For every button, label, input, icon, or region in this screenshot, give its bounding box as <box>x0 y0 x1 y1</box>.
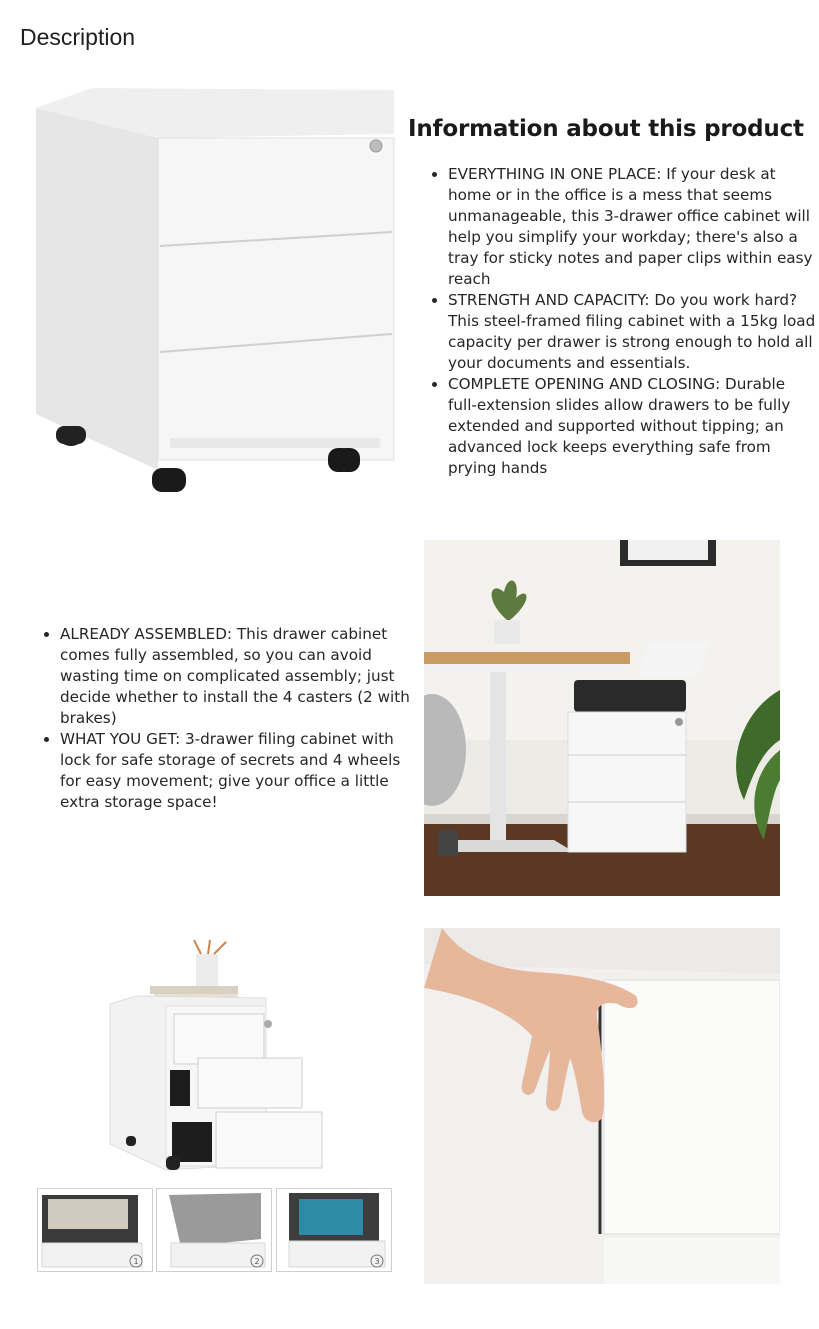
info-heading: Information about this product <box>408 116 804 142</box>
inset-number: 1 <box>133 1257 139 1266</box>
inset-number: 2 <box>254 1257 260 1266</box>
feature-item: • WHAT YOU GET: 3-drawer filing cabinet with lock for safe storage of secrets and 4 wheels for easy movement; give your office a little extra storage space! <box>60 729 425 813</box>
inset-thumbnail <box>156 1188 272 1272</box>
inset-thumbnail <box>276 1188 392 1272</box>
description-title: Description <box>20 24 136 50</box>
inset-number: 3 <box>374 1257 380 1266</box>
feature-item: • COMPLETE OPENING AND CLOSING: Durable full-extension slides allow drawers to be fully extended and supported without tipping; an advanced lock keeps everything safe from prying hands <box>448 374 818 479</box>
product-image-main <box>30 84 398 498</box>
feature-list-extra <box>40 624 425 813</box>
inset-thumbnail <box>37 1188 153 1272</box>
feature-list <box>428 164 818 479</box>
feature-item: • EVERYTHING IN ONE PLACE: If your desk at home or in the office is a mess that seems unmanageable, this 3-drawer office cabinet will help you simplify your workday; there's also a tray for sticky notes and paper clips within easy reach <box>448 164 818 290</box>
feature-item: • STRENGTH AND CAPACITY: Do you work hard? This steel-framed filing cabinet with a 15kg load capacity per drawer is strong enough to hold all your documents and essentials. <box>448 290 818 374</box>
product-image-room <box>424 540 780 896</box>
feature-item: • ALREADY ASSEMBLED: This drawer cabinet comes fully assembled, so you can avoid wasting time on complicated assembly; just decide whether to install the 4 casters (2 with brakes) <box>60 624 425 729</box>
product-image-closeup <box>424 928 780 1284</box>
